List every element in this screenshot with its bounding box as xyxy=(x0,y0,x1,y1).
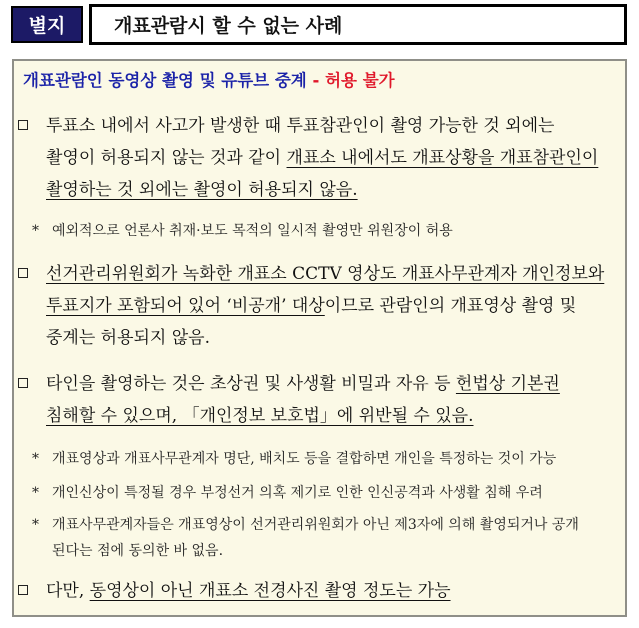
note-4 xyxy=(32,512,622,564)
note-3-text: 개인신상이 특정될 경우 부정선거 의혹 제기로 인한 인신공격과 사생활 침해 우려 xyxy=(52,485,543,501)
list-item-4 xyxy=(18,575,618,607)
note-4-line-1: 개표사무관계자들은 개표영상이 선거관리위원회가 아닌 제3자에 의해 촬영되거나 공개 xyxy=(52,517,579,533)
asterisk-icon: * xyxy=(32,451,39,467)
item-1-line-1: 투표소 내에서 사고가 발생한 때 투표참관인이 촬영 가능한 것 외에는 xyxy=(46,116,555,136)
item-1-line-2-underlined: 개표소 내에서도 개표상황을 개표참관인이 xyxy=(286,148,599,168)
appendix-tag-label: 별지 xyxy=(28,15,66,37)
item-1-line-3 xyxy=(18,174,618,206)
item-4-line-1 xyxy=(18,575,618,607)
item-3-line-1-underlined: 헌법상 기본권 xyxy=(455,374,560,394)
section-heading-warn: 허용 불가 xyxy=(325,71,395,90)
section-heading xyxy=(23,67,395,91)
item-2-line-2-underlined: 투표지가 포함되어 있어 ‘비공개’ 대상 xyxy=(46,296,325,316)
item-3-line-2 xyxy=(18,400,618,432)
list-item-2 xyxy=(18,258,618,354)
note-4-line-2: 된다는 점에 동의한 바 없음. xyxy=(52,543,224,559)
list-item-1 xyxy=(18,110,618,206)
section-heading-main: 개표관람인 동영상 촬영 및 유튜브 중계 xyxy=(23,71,307,90)
note-1 xyxy=(32,218,622,244)
item-3-line-1-text: 타인을 촬영하는 것은 초상권 및 사생활 비밀과 자유 등 xyxy=(46,374,456,394)
section-heading-sep: - xyxy=(306,71,326,90)
item-1-line-2-text: 촬영이 허용되지 않는 것과 같이 xyxy=(46,148,287,168)
page-title xyxy=(89,4,627,45)
item-2-line-1-underlined: 선거관리위원회가 녹화한 개표소 CCTV 영상도 개표사무관계자 개인정보와 xyxy=(46,264,605,284)
list-item-3 xyxy=(18,368,618,432)
item-2-line-1 xyxy=(18,258,618,290)
asterisk-icon: * xyxy=(32,485,39,501)
item-2-line-3: 중계는 허용되지 않음. xyxy=(46,328,211,348)
item-3-line-1 xyxy=(18,368,618,400)
note-3 xyxy=(32,480,622,506)
asterisk-icon: * xyxy=(32,517,39,533)
item-4-line-1-text: 다만, xyxy=(46,581,90,601)
appendix-tag xyxy=(11,6,83,43)
note-2-text: 개표영상과 개표사무관계자 명단, 배치도 등을 결합하면 개인을 특정하는 것이 가능 xyxy=(52,451,557,467)
item-2-line-2-text: 이므로 관람인의 개표영상 촬영 및 xyxy=(324,296,577,316)
note-1-text: 예외적으로 언론사 취재·보도 목적의 일시적 촬영만 위원장이 허용 xyxy=(52,223,453,239)
item-1-line-3-underlined: 촬영하는 것 외에는 촬영이 허용되지 않음. xyxy=(46,180,358,200)
page-title-text: 개표관람시 할 수 없는 사례 xyxy=(114,15,343,37)
note-2 xyxy=(32,446,622,472)
item-4-line-1-underlined: 동영상이 아닌 개표소 전경사진 촬영 정도는 가능 xyxy=(89,581,451,601)
item-2-line-2 xyxy=(18,290,618,322)
item-3-line-2-underlined: 침해할 수 있으며, 「개인정보 보호법」에 위반될 수 있음. xyxy=(46,406,474,426)
asterisk-icon: * xyxy=(32,223,39,239)
item-1-line-2 xyxy=(18,142,618,174)
